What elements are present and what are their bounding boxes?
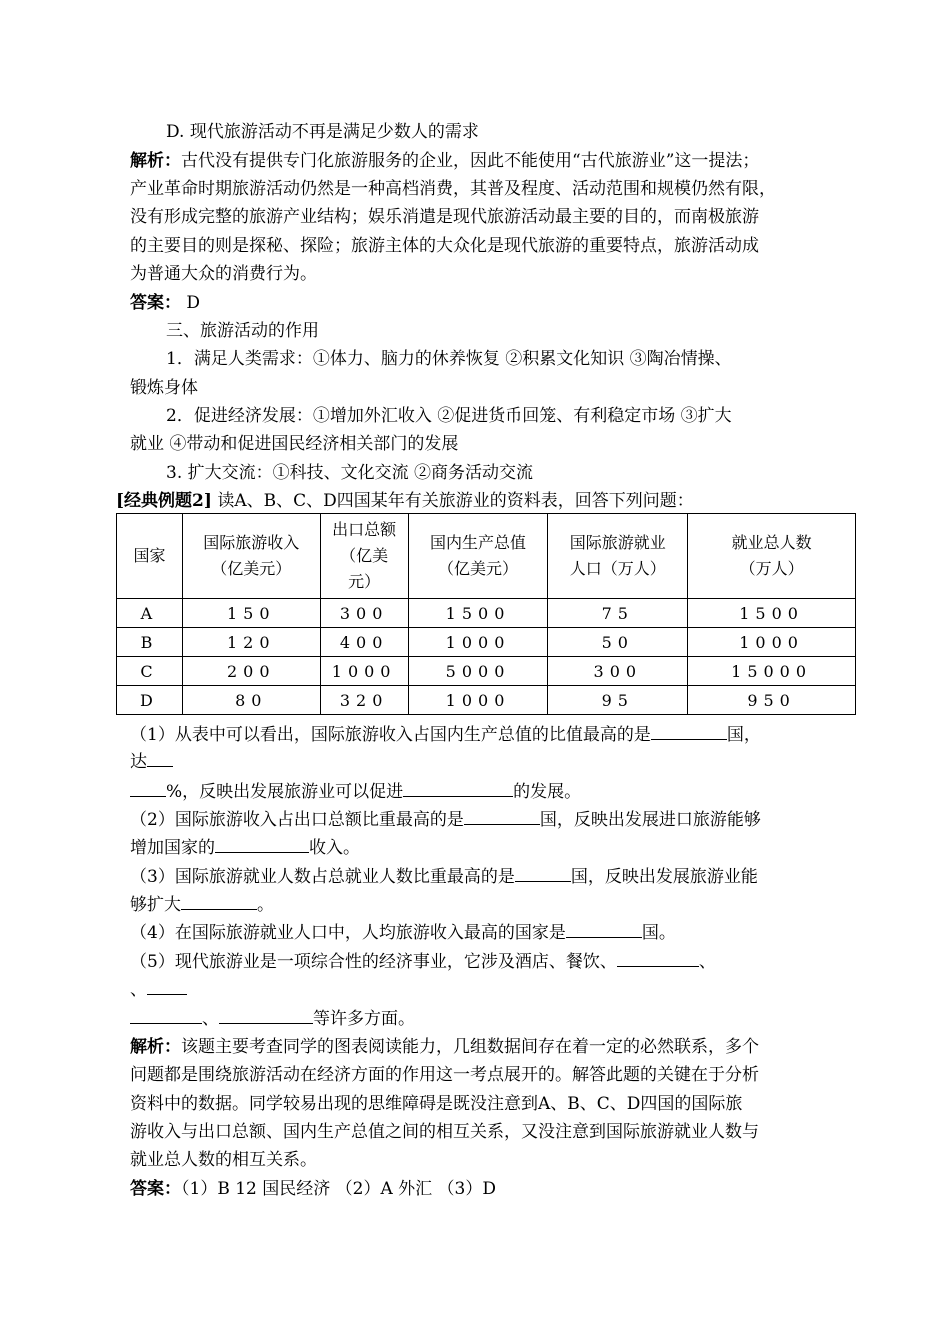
- answer-label: 答案：: [130, 1179, 181, 1199]
- table-cell: 1000: [320, 657, 408, 686]
- blank-field[interactable]: [130, 1005, 202, 1024]
- header-gdp: 国内生产总值 （亿美元）: [408, 514, 548, 599]
- section-3-item-1a: 1．满足人类需求：①体力、脑力的休养恢复 ②积累文化知识 ③陶冶情操、: [166, 349, 732, 369]
- table-cell: 150: [182, 599, 320, 628]
- answer-value: D: [186, 293, 201, 313]
- header-total-employment: 就业总人数 （万人）: [688, 514, 856, 599]
- section-3-item-2b: 就业 ④带动和促进国民经济相关部门的发展: [130, 434, 459, 454]
- blank-field[interactable]: [215, 834, 309, 853]
- table-cell: 1500: [408, 599, 548, 628]
- blank-field[interactable]: [566, 919, 642, 938]
- question-5-line-1: （5）现代旅游业是一项综合性的经济事业，它涉及酒店、餐饮、 、: [130, 948, 716, 975]
- analysis-1-line-1: [130, 148, 759, 174]
- table-cell: B: [117, 628, 183, 657]
- blank-field[interactable]: [147, 976, 187, 995]
- table-cell: 1000: [688, 628, 856, 657]
- question-5-line-2: 、: [130, 976, 187, 1003]
- analysis-1-line-3: 没有形成完整的旅游产业结构；娱乐消遣是现代旅游活动最主要的目的，而南极旅游: [130, 207, 759, 227]
- question-5-line-3: 、 等许多方面。: [130, 1005, 415, 1032]
- table-cell: 400: [320, 628, 408, 657]
- header-intl-tourism-income: 国际旅游收入 （亿美元）: [182, 514, 320, 599]
- blank-field[interactable]: [219, 1005, 313, 1024]
- table-cell: 200: [182, 657, 320, 686]
- table-cell: 320: [320, 686, 408, 715]
- table-row: [117, 599, 856, 628]
- analysis-2-line-1: 解析：该题主要考查同学的图表阅读能力，几组数据间存在着一定的必然联系，多个: [130, 1037, 759, 1057]
- table-cell: A: [117, 599, 183, 628]
- blank-field[interactable]: [130, 778, 166, 797]
- question-1-line-1: （1）从表中可以看出，国际旅游收入占国内生产总值的比值最高的是 国，: [130, 721, 761, 748]
- blank-field[interactable]: [464, 806, 540, 825]
- table-cell: 75: [548, 599, 688, 628]
- table-cell: D: [117, 686, 183, 715]
- table-cell: 15000: [688, 657, 856, 686]
- analysis-1-line-5: 为普通大众的消费行为。: [130, 264, 317, 284]
- section-3-item-2a: 2．促进经济发展：①增加外汇收入 ②促进货币回笼、有利稳定市场 ③扩大: [166, 406, 732, 426]
- blank-field[interactable]: [181, 891, 257, 910]
- table-cell: C: [117, 657, 183, 686]
- tourism-data-table: [116, 513, 856, 715]
- blank-field[interactable]: [651, 721, 727, 740]
- table-cell: 300: [548, 657, 688, 686]
- example-label: [经典例题2]: [116, 491, 212, 511]
- blank-field[interactable]: [147, 748, 173, 767]
- table-cell: 1500: [688, 599, 856, 628]
- question-3-line-2: 够扩大 。: [130, 891, 274, 918]
- header-tourism-employment: 国际旅游就业 人口（万人）: [548, 514, 688, 599]
- analysis-label: 解析：: [130, 151, 181, 171]
- table-row: [117, 657, 856, 686]
- analysis-1-line-2: 产业革命时期旅游活动仍然是一种高档消费，其普及程度、活动范围和规模仍然有限，: [130, 179, 776, 199]
- question-1-line-2: 达: [130, 748, 173, 775]
- answer-text: （1）B 12 国民经济 （2）A 外汇 （3）D: [181, 1179, 496, 1199]
- table-row: [117, 628, 856, 657]
- table-row: [117, 686, 856, 715]
- analysis-2-line-2: 问题都是围绕旅游活动在经济方面的作用这一考点展开的。解答此题的关键在于分析: [130, 1065, 759, 1085]
- answer-label: 答案：: [130, 293, 181, 313]
- table-cell: 95: [548, 686, 688, 715]
- analysis-label: 解析：: [130, 1037, 181, 1057]
- analysis-2-line-4: 游收入与出口总额、国内生产总值之间的相互关系，又没注意到国际旅游就业人数与: [130, 1122, 759, 1142]
- table-cell: 1000: [408, 686, 548, 715]
- analysis-2-line-5: 就业总人数的相互关系。: [130, 1150, 317, 1170]
- analysis-2-line-3: 资料中的数据。同学较易出现的思维障碍是既没注意到A、B、C、D四国的国际旅: [130, 1094, 743, 1114]
- question-2-line-2: 增加国家的 收入。: [130, 834, 360, 861]
- table-cell: 1000: [408, 628, 548, 657]
- table-cell: 950: [688, 686, 856, 715]
- analysis-1-line-4: 的主要目的则是探秘、探险；旅游主体的大众化是现代旅游的重要特点，旅游活动成: [130, 236, 759, 256]
- question-3-line-1: （3）国际旅游就业人数占总就业人数比重最高的是 国，反映出发展旅游业能: [130, 863, 758, 890]
- answer-1: [130, 290, 200, 316]
- blank-field[interactable]: [515, 863, 571, 882]
- table-header-row: [117, 514, 856, 599]
- table-cell: 300: [320, 599, 408, 628]
- question-1-line-3: %，反映出发展旅游业可以促进 的发展。: [130, 778, 581, 805]
- section-3-item-3: 3. 扩大交流：①科技、文化交流 ②商务活动交流: [166, 463, 534, 483]
- question-4: （4）在国际旅游就业人口中，人均旅游收入最高的国家是 国。: [130, 919, 676, 946]
- analysis-text: 古代没有提供专门化旅游服务的企业，因此不能使用“古代旅游业”这一提法；: [181, 151, 760, 171]
- section-3-item-1b: 锻炼身体: [130, 378, 198, 398]
- blank-field[interactable]: [403, 778, 513, 797]
- answer-2: [130, 1176, 496, 1202]
- example-text: 读A、B、C、D四国某年有关旅游业的资料表，回答下列问题：: [211, 491, 694, 511]
- table-cell: 50: [548, 628, 688, 657]
- table-cell: 120: [182, 628, 320, 657]
- table-cell: 5000: [408, 657, 548, 686]
- header-export-total: 出口总额 （亿美 元）: [320, 514, 408, 599]
- example-2-heading: [116, 488, 694, 514]
- question-2-line-1: （2）国际旅游收入占出口总额比重最高的是 国，反映出发展进口旅游能够: [130, 806, 761, 833]
- option-d: D. 现代旅游活动不再是满足少数人的需求: [166, 122, 479, 142]
- section-3-title: 三、旅游活动的作用: [166, 321, 319, 341]
- header-country: 国家: [117, 514, 183, 599]
- table-cell: 80: [182, 686, 320, 715]
- blank-field[interactable]: [617, 948, 699, 967]
